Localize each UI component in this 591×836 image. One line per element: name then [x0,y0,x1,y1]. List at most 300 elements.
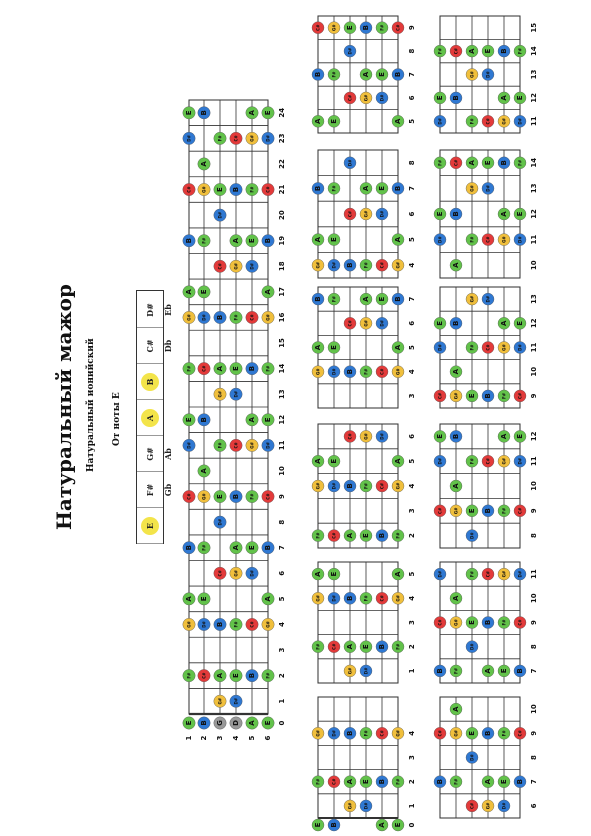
note-label: G# [201,186,207,193]
note-label: F# [249,493,255,500]
note-label: E [248,545,256,551]
note-label: D# [331,482,337,490]
note-label: B [516,668,524,674]
note-label: A [452,706,460,712]
note-label: E [330,571,338,577]
note-label: E [185,110,193,116]
note-label: E [346,25,354,31]
note-label: G# [265,621,271,628]
note-label: G# [501,344,507,351]
note-label: G# [395,482,401,490]
fret-number: 15 [278,338,286,348]
note-label: C# [485,236,491,243]
note-label: E [232,366,240,372]
note-label: G# [395,368,401,376]
note-label: D# [379,433,385,440]
note-label: C# [517,730,523,737]
note-label: G# [469,295,475,303]
note-label: B [436,668,444,674]
note-label: E [200,596,208,602]
note-label: D# [249,262,255,270]
note-label: G# [315,594,321,602]
note-label: D# [517,457,523,465]
note-label: B [516,779,524,785]
note-label: B [216,314,224,321]
position-fret-number: 8 [408,48,416,54]
position-fret-number: 10 [530,260,538,271]
note-label: F# [453,778,459,785]
note-label: E [330,118,338,124]
note-label: D [232,720,240,726]
note-label: F# [331,71,337,78]
note-label: E [362,533,370,538]
scale-note-label: D# Eb [145,303,173,317]
note-label: A [362,185,370,192]
fret-number: 23 [278,133,286,144]
position-fret-number: 1 [408,668,416,674]
note-label: B [500,48,508,54]
note-label: E [378,186,386,191]
note-label: C# [453,47,459,55]
position-fret-number: 9 [408,25,416,31]
note-label: A [362,71,370,78]
note-label: E [330,345,338,350]
note-label: G# [469,185,475,192]
position-fret-number: 7 [530,668,538,674]
position-fret-number: 10 [530,481,538,491]
note-label: A [394,118,402,125]
note-label: B [484,508,492,514]
note-label: D# [437,344,443,351]
note-label: E [314,822,322,828]
note-label: C# [485,344,491,351]
position-fret-number: 5 [408,118,416,124]
note-label: B [452,320,460,326]
note-label: C# [249,621,255,628]
position-fret-number: 8 [530,755,538,760]
note-label: C# [485,570,491,578]
note-label: E [516,320,524,326]
note-label: G# [315,261,321,269]
note-label: C# [315,24,321,31]
note-label: A [362,296,370,302]
note-label: G# [453,619,459,626]
note-label: C# [469,802,475,810]
position-fret-number: 5 [408,571,416,577]
note-label: C# [379,262,385,269]
position-fret-number: 3 [408,620,416,625]
note-label: C# [379,730,385,737]
note-label: D# [485,295,491,303]
note-label: D# [331,261,337,269]
note-label: A [314,571,322,577]
note-label: A [232,544,240,551]
note-label: A [346,532,354,539]
fret-number: 5 [278,596,286,602]
note-label: A [452,368,460,375]
note-label: E [232,673,240,679]
note-label: A [264,596,272,602]
note-label: A [248,720,256,726]
note-label: F# [217,135,223,142]
note-label: B [185,238,193,244]
note-label: B [200,110,208,116]
note-label: D# [437,457,443,465]
fret-number: 4 [278,622,286,627]
note-label: A [185,289,193,295]
note-label: B [346,483,354,489]
note-label: B [314,296,322,302]
note-label: G# [501,457,507,465]
note-label: C# [517,619,523,626]
note-label: F# [363,482,369,490]
note-label: C# [437,730,443,737]
fret-number: 10 [278,466,286,476]
note-label: E [264,720,272,726]
note-label: B [452,433,460,440]
note-label: C# [233,442,239,449]
note-label: E [330,458,338,464]
position-fret-number: 4 [408,730,416,736]
note-label: D# [265,135,271,142]
position-frame [437,16,520,133]
note-label: D# [517,344,523,351]
note-label: E [516,95,524,101]
position-fret-number: 12 [530,93,538,103]
note-label: C# [331,532,337,539]
position-fret-number: 5 [408,458,416,464]
fret-number: 6 [278,570,286,576]
note-label: F# [469,344,475,351]
note-label: F# [315,643,321,650]
fret-number: 9 [278,494,286,499]
fret-number: 17 [278,287,286,297]
page-subtitle: Натуральный ионийский [86,338,96,472]
note-label: E [468,730,476,736]
fret-number: 24 [278,107,286,118]
note-label: F# [186,672,192,679]
note-label: C# [379,482,385,490]
note-label: G [216,720,224,726]
position-fret-number: 6 [408,433,416,439]
note-label: E [264,417,272,423]
note-label: A [500,95,508,101]
note-label: C# [379,595,385,602]
fret-number: 18 [278,261,286,272]
note-label: B [314,185,322,192]
note-label: B [346,369,354,375]
note-label: E [216,494,224,499]
note-label: D# [437,570,443,578]
note-label: B [484,393,492,399]
note-label: B [216,621,224,628]
note-label: E [185,417,193,423]
note-label: A [232,237,240,244]
position-fret-number: 12 [530,431,538,442]
note-label: A [452,262,460,268]
note-label: B [378,644,386,650]
note-label: C# [265,186,271,193]
note-label: A [314,344,322,351]
note-label: D# [363,802,369,810]
note-label: D# [347,159,353,167]
note-label: G# [347,667,353,675]
note-label: B [346,262,354,268]
note-label: C# [485,458,491,465]
note-label: A [468,48,476,54]
note-label: G# [315,729,321,737]
note-label: G# [453,392,459,400]
note-label: B [394,296,402,302]
note-label: F# [501,730,507,737]
position-fret-number: 11 [530,342,538,353]
note-label: C# [249,314,255,321]
note-label: G# [501,236,507,243]
note-label: G# [395,729,401,737]
position-fret-number: 3 [408,508,416,514]
string-number: 3 [216,735,224,741]
note-label: C# [347,433,353,440]
position-fret-number: 14 [530,46,538,56]
note-label: A [185,596,193,602]
note-label: D# [469,532,475,539]
note-label: G# [217,390,223,398]
note-label: D# [347,47,353,55]
note-label: E [468,393,476,399]
position-fret-number: 6 [530,803,538,809]
note-label: E [378,72,386,77]
note-label: F# [395,532,401,539]
note-label: F# [201,544,207,551]
note-label: A [200,468,208,474]
position-fret-number: 10 [530,366,538,377]
note-label: G# [186,314,192,321]
note-label: D# [437,236,443,243]
note-label: D# [517,570,523,578]
string-number: 5 [248,735,256,741]
note-label: E [516,211,524,217]
note-label: A [248,417,256,423]
string-number: 2 [200,735,208,741]
position-fret-number: 8 [530,644,538,650]
position-fret-number: 7 [530,779,538,785]
scale-note-label: A [145,414,155,422]
note-label: E [436,211,444,217]
note-label: F# [233,621,239,628]
note-label: G# [501,117,507,125]
note-label: F# [331,296,337,303]
position-fret-number: 11 [530,116,538,127]
note-label: C# [517,507,523,514]
note-label: B [346,730,354,736]
position-fret-number: 6 [408,95,416,101]
note-label: F# [315,532,321,539]
note-label: B [452,211,460,217]
note-label: F# [395,643,401,650]
note-label: G# [395,594,401,602]
note-label: E [264,110,272,116]
position-fret-number: 11 [530,234,538,245]
note-label: C# [217,263,223,270]
position-fret-number: 13 [530,294,538,304]
note-label: D# [379,94,385,102]
position-fret-number: 7 [408,296,416,302]
note-label: D# [469,643,475,651]
note-label: B [378,779,386,785]
note-label: F# [265,672,271,679]
note-label: B [362,25,370,31]
note-label: F# [453,667,459,674]
note-label: A [468,160,476,166]
fret-number: 22 [278,159,286,169]
note-label: G# [501,570,507,578]
position-fret-number: 11 [530,569,538,579]
position-fret-number: 6 [408,320,416,326]
note-label: G# [265,314,271,321]
note-label: B [452,95,460,101]
position-frame [315,562,398,683]
note-label: A [500,211,508,217]
fret-number: 14 [278,363,286,374]
note-label: C# [347,94,353,102]
note-label: F# [201,237,207,244]
note-label: D# [186,442,192,449]
note-label: B [232,493,240,500]
position-fret-number: 4 [408,483,416,489]
note-label: E [436,434,444,439]
note-label: C# [217,570,223,577]
position-fret-number: 5 [408,237,416,243]
note-label: A [264,289,272,295]
position-fret-number: 8 [530,533,538,539]
position-fret-number: 9 [530,508,538,514]
note-label: E [216,187,224,192]
position-fret-number: 2 [408,644,416,650]
note-label: B [394,185,402,192]
note-label: B [378,532,386,539]
position-fret-number: 9 [530,730,538,736]
note-label: D# [201,314,207,321]
note-label: C# [437,392,443,400]
note-label: B [232,186,240,193]
note-label: B [500,160,508,166]
fret-number: 2 [278,673,286,679]
note-label: D# [217,518,223,526]
note-label: G# [363,319,369,327]
note-label: B [484,730,492,736]
note-label: D# [217,211,223,219]
scale-note-label: B [145,378,155,386]
note-label: D# [437,117,443,125]
note-label: C# [331,643,337,650]
note-label: B [248,672,256,679]
note-label: A [378,822,386,828]
position-fret-number: 3 [408,755,416,760]
position-fret-number: 15 [530,22,538,33]
position-fret-number: 4 [408,369,416,375]
note-label: A [484,778,492,785]
note-label: F# [363,262,369,269]
position-fret-number: 9 [530,620,538,625]
note-label: E [330,237,338,242]
note-label: D# [485,71,491,78]
note-label: A [394,236,402,243]
note-label: G# [249,135,255,142]
note-label: C# [233,135,239,142]
note-label: G# [201,493,207,500]
note-label: E [378,296,386,302]
note-label: E [436,320,444,326]
note-label: G# [186,621,192,628]
note-label: E [500,779,508,785]
note-label: E [200,289,208,295]
note-label: F# [363,368,369,375]
note-label: E [516,434,524,439]
note-label: E [436,95,444,101]
note-label: F# [517,159,523,166]
page-title: Натуральный мажор [52,283,76,530]
position-fret-number: 3 [408,393,416,399]
position-fret-number: 7 [408,72,416,77]
note-label: F# [501,507,507,514]
position-fret-number: 14 [530,157,538,168]
note-label: F# [469,118,475,125]
note-label: F# [315,778,321,785]
note-label: F# [249,186,255,193]
note-label: E [500,668,508,674]
note-label: D# [469,754,475,761]
note-label: F# [501,619,507,626]
note-label: A [314,458,322,464]
note-label: A [216,672,224,679]
note-label: A [452,483,460,489]
note-label: E [362,644,370,650]
note-label: F# [186,365,192,372]
note-label: F# [469,458,475,465]
note-label: E [468,620,476,625]
position-fret-number: 9 [530,393,538,399]
note-label: B [346,595,354,601]
fret-number: 19 [278,235,286,246]
note-label: F# [363,595,369,602]
fret-number: 21 [278,184,286,195]
note-label: G# [395,261,401,269]
note-label: A [484,668,492,674]
position-fret-number: 4 [408,595,416,601]
note-label: F# [217,442,223,449]
fret-number: 20 [278,210,286,220]
position-fret-number: 11 [530,456,538,467]
fret-number: 7 [278,545,286,551]
position-fret-number: 1 [408,803,416,809]
note-label: B [484,619,492,626]
note-label: C# [331,778,337,785]
note-label: D# [501,802,507,810]
note-label: C# [347,210,353,218]
position-fret-number: 0 [408,822,416,828]
note-label: D# [201,621,207,628]
note-label: A [200,161,208,167]
note-label: D# [363,667,369,675]
fret-number: 13 [278,389,286,400]
position-fret-number: 10 [530,593,538,604]
note-label: C# [201,365,207,372]
note-label: F# [331,185,337,192]
position-frame [437,697,520,818]
note-label: D# [517,236,523,243]
scale-note-label: F# Gb [145,483,173,497]
note-label: F# [469,236,475,243]
